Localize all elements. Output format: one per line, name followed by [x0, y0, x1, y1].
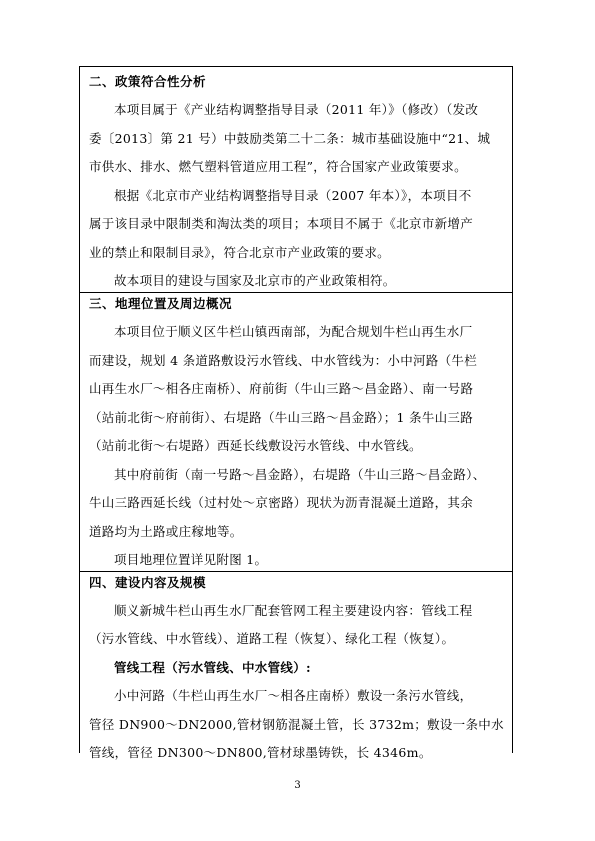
page-number: 3: [294, 780, 301, 791]
paragraph-line: 委〔2013〕第 21 号）中鼓励类第二十二条：城市基础设施中“21、城: [89, 131, 491, 146]
paragraph-line: 山再生水厂～相各庄南桥）、府前街（牛山三路～昌金路）、南一号路: [89, 381, 474, 396]
paragraph-line: 道路均为土路或庄稼地等。: [89, 524, 243, 539]
section-heading-policy: 二、政策符合性分析: [89, 74, 207, 89]
paragraph-line: 故本项目的建设与国家及北京市的产业政策相符。: [114, 273, 396, 288]
paragraph-line: 属于该目录中限制类和淘汰类的项目；本项目不属于《北京市新增产: [89, 216, 474, 231]
paragraph-line: 小中河路（牛栏山再生水厂～相各庄南桥）敷设一条污水管线，: [114, 688, 473, 703]
section-divider: [79, 571, 512, 572]
paragraph-line: （站前北街～右堤路）西延长线敷设污水管线、中水管线。: [89, 438, 422, 453]
paragraph-line: （站前北街～府前街）、右堤路（牛山三路～昌金路）；1 条牛山三路: [89, 410, 474, 425]
paragraph-line: 本项目属于《产业结构调整指导目录（2011 年）》（修改）（发改: [114, 102, 479, 117]
paragraph-line: 管径 DN900～DN2000,管材钢筋混凝土管，长 3732m；敷设一条中水: [89, 717, 504, 732]
paragraph-line: 市供水、排水、燃气塑料管道应用工程”，符合国家产业政策要求。: [89, 159, 467, 174]
paragraph-line: 其中府前街（南一号路～昌金路），右堤路（牛山三路～昌金路）、: [114, 467, 486, 482]
paragraph-line: 根据《北京市产业结构调整指导目录（2007 年本）》，本项目不: [114, 188, 472, 203]
paragraph-line: 项目地理位置详见附图 1。: [114, 552, 268, 567]
section-heading-construction: 四、建设内容及规模: [89, 575, 207, 590]
paragraph-line: 牛山三路西延长线（过村处～京密路）现状为沥青混凝土道路，其余: [89, 495, 474, 510]
paragraph-line: 顺义新城牛栏山再生水厂配套管网工程主要建设内容：管线工程: [114, 603, 473, 618]
paragraph-line: （污水管线、中水管线）、道路工程（恢复）、绿化工程（恢复）。: [89, 631, 455, 646]
section-divider: [79, 292, 512, 293]
paragraph-line: 管线，管径 DN300～DN800,管材球墨铸铁，长 4346m。: [89, 745, 432, 760]
paragraph-line: 业的禁止和限制目录》，符合北京市产业政策的要求。: [89, 245, 390, 260]
paragraph-line: 而建设，规划 4 条道路敷设污水管线、中水管线为：小中河路（牛栏: [89, 353, 478, 368]
subheading-pipeline-works: 管线工程（污水管线、中水管线）:: [114, 660, 311, 675]
section-heading-location: 三、地理位置及周边概况: [89, 296, 233, 311]
paragraph-line: 本项目位于顺义区牛栏山镇西南部，为配合规划牛栏山再生水厂: [114, 324, 473, 339]
